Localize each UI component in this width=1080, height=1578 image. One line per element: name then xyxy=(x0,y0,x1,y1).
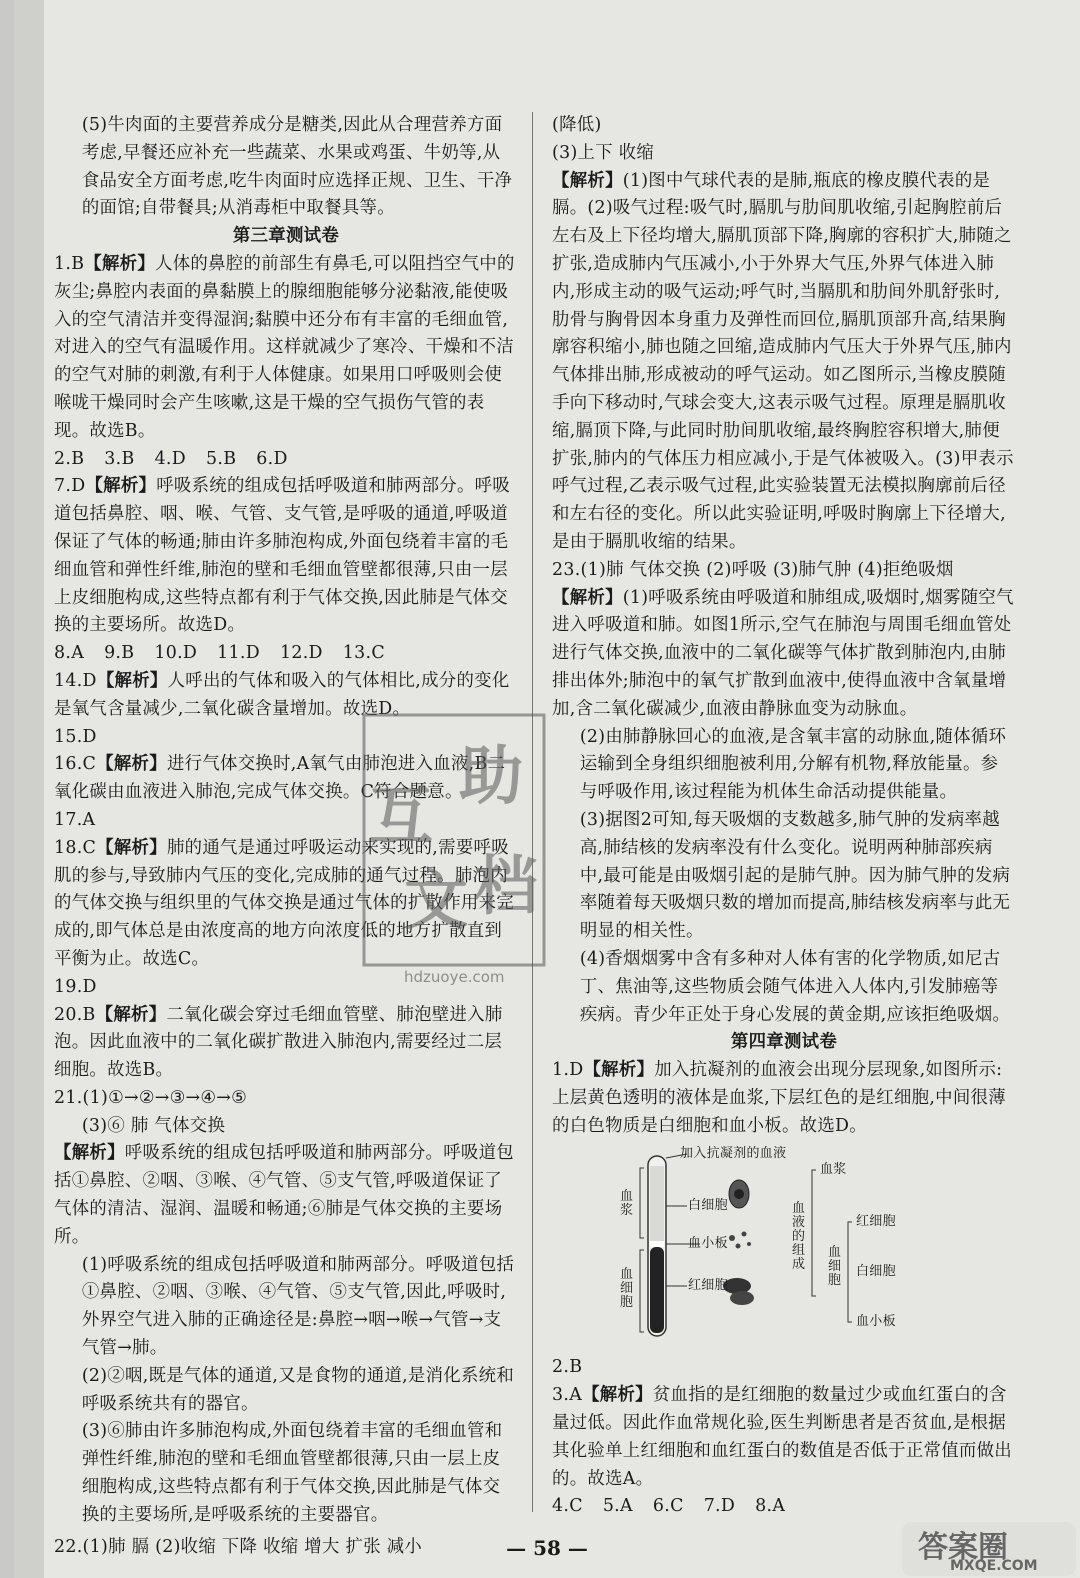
answer-number: 3.A xyxy=(552,1385,583,1406)
white-cell-label: 白细胞 xyxy=(688,1198,728,1214)
analysis-tag: 【解析】 xyxy=(552,587,623,608)
stamp-url: MXQE.COM xyxy=(950,1558,1038,1574)
answer-ch4-q1 xyxy=(552,1057,1016,1140)
analysis-tag: 【解析】 xyxy=(96,754,167,775)
answer-number: 18.C xyxy=(54,837,97,858)
answer-q23: 23.(1)肺 气体交换 (2)呼吸 (3)肺气肿 (4)拒绝吸烟 xyxy=(552,559,954,580)
answer-q23-part2: (2)由肺静脉回心的血液,是含氧丰富的动脉血,随体循环运输到全身组织细胞被利用,分解有机物,释放能量。参与呼吸作用,该过程能为机体生命活动提供能量。 xyxy=(579,726,1007,803)
answers-4-8 xyxy=(552,1493,1016,1521)
composition-label: 血液的组成 xyxy=(792,1201,806,1273)
page-spine-shadow xyxy=(14,0,44,1578)
analysis-text: (1)呼吸系统由呼吸道和肺组成,吸烟时,烟雾随空气进入呼吸道和肺。如图1所示,空气在肺泡与周围毛细血管处进行气体交换,血液中的二氧化碳等气体扩散到肺泡内,由肺排出体外;肺泡中的氧气扩散到血液中,使得血液中含氧量增加,含二氧化碳减少,血液由静脉血变为动脉血。 xyxy=(552,587,1014,719)
answer-ch4-q3 xyxy=(552,1382,1016,1493)
analysis-tag: 【解析】 xyxy=(85,476,157,497)
page-number: — 58 — xyxy=(506,1536,588,1560)
answer-q21-head: 21.(1)①→②→③→④→⑤ xyxy=(54,1087,248,1108)
answer-item: 3.B xyxy=(104,448,135,469)
answer-q7 xyxy=(54,473,518,640)
watermark-char: 档 xyxy=(474,850,538,924)
answer-q17: 17.A xyxy=(54,809,96,830)
analysis-text: 二氧化碳会穿过毛细血管壁、肺泡壁进入肺泡。因此血液中的二氧化碳扩散进入肺泡内,需要经过二层细胞。故选B。 xyxy=(54,1004,503,1081)
answer-q23-part4: (4)香烟烟雾中含有多种对人体有害的化学物质,如尼古丁、焦油等,这些物质会随气体进入人体内,引发肺癌等疾病。青少年正处于身心发展的黄金期,应该拒绝吸烟。 xyxy=(579,948,1011,1025)
stamp-text: 答案圈 xyxy=(918,1530,1008,1565)
watermark-char: 助 xyxy=(459,740,523,814)
answer-item: 7.D xyxy=(703,1496,736,1517)
answer-q21-sub: (3)⑥ 肺 气体交换 xyxy=(81,1115,226,1136)
answers-2-6 xyxy=(54,446,518,474)
paragraph-q5: (5)牛肉面的主要营养成分是糖类,因此从合理营养方面考虑,早餐还应补充一些蔬菜、水果或鸡蛋、牛奶等,从食品安全方面考虑,吃牛肉面时应选择正规、卫生、干净的面馆;自带餐具;从消毒柜中取餐具等。 xyxy=(81,115,513,219)
answer-item: 11.D xyxy=(217,643,260,664)
answer-q1 xyxy=(54,251,518,446)
cells-side-label: 血细胞 xyxy=(620,1267,634,1311)
answer-item: 8.A xyxy=(755,1496,786,1517)
right-column xyxy=(552,112,1016,1521)
analysis-tag: 【解析】 xyxy=(583,1060,655,1081)
plasma-layer xyxy=(650,1166,664,1241)
red-cell-layer xyxy=(650,1247,664,1333)
analysis-text: 呼吸系统的组成包括呼吸道和肺两部分。呼吸道包括鼻腔、咽、喉、气管、支气管,是呼吸的通道,呼吸道保证了气体的畅通;肺由许多肺泡构成,外面包绕着丰富的毛细血管和弹性纤维,肺泡的壁和毛细血管壁都很薄,只由一层上皮细胞构成,这些特点都有利于气体交换,因此肺是气体交换的主要场所。故选D。 xyxy=(54,476,511,636)
analysis-text: 加入抗凝剂的血液会出现分层现象,如图所示:上层黄色透明的液体是血浆,下层红色的是红细胞,中间很薄的白色物质是白细胞和血小板。故选D。 xyxy=(552,1060,1006,1136)
answer-item: 4.C xyxy=(552,1496,583,1517)
analysis-tag: 【解析】 xyxy=(96,670,168,691)
tree-cells-label: 血细胞 xyxy=(828,1245,842,1289)
analysis-tag: 【解析】 xyxy=(552,170,623,191)
analysis-tag: 【解析】 xyxy=(96,837,167,858)
answer-q22-part3: (3)上下 收缩 xyxy=(552,142,655,163)
answer-item: 8.A xyxy=(54,643,85,664)
answer-item: 6.C xyxy=(652,1496,684,1517)
answer-q15: 15.D xyxy=(54,726,97,747)
answer-q23-part3: (3)据图2可知,每天吸烟的支数越多,肺气肿的发病率越高,肺结核的发病率没有什么变化。说明两种肺部疾病中,最可能是由吸烟引起的是肺气肿。因为肺气肿的发病率随着每天吸烟只数的增加而提高,肺结核发病率与此无明显的相关性。 xyxy=(579,809,1011,942)
answer-item: 10.D xyxy=(154,643,198,664)
analysis-text: 人体的鼻腔的前部生有鼻毛,可以阻挡空气中的灰尘;鼻腔内表面的鼻黏膜上的腺细胞能够分泌黏液,能使吸入的空气清洁并变得湿润;黏膜中还分布有丰富的毛细血管,对进入的空气有温暖作用。这样就减少了寒冷、干燥和不洁的空气对肺的刺激,有利于人体健康。如果用口呼吸则会使喉咙干燥同时会产生咳嗽,这是干燥的空气损伤气管的表现。故选B。 xyxy=(54,253,515,441)
analysis-tag: 【解析】 xyxy=(54,1143,125,1164)
watermark-logo xyxy=(359,710,549,1020)
answer-q22-cont: (降低) xyxy=(552,115,602,135)
answer-q21-part3: (3)⑥肺由许多肺泡构成,外面包绕着丰富的毛细血管和弹性纤维,肺泡的壁和毛细血管壁都很薄,只由一层上皮细胞构成,这些特点都有利于气体交换,因此肺是气体交换的主要场所,是呼吸系统的主要器官。 xyxy=(81,1421,503,1525)
analysis-text: 肺的通气是通过呼吸运动来实现的,需要呼吸肌的参与,导致肺内气压的变化,完成肺的通气过程。肺泡内的气体交换与组织里的气体交换是通过气体的扩散作用来完成的,即气体总是由浓度高的地方向浓度低的地方扩散直到平衡为止。故选C。 xyxy=(54,837,514,969)
answer-q22-analysis xyxy=(552,168,1016,557)
answer-item: 4.D xyxy=(154,448,186,469)
analysis-text: 进行气体交换时,A氧气由肺泡进入血液,B二氧化碳由血液进入肺泡,完成气体交换。C符合题意。 xyxy=(54,754,506,803)
watermark-char: 互 xyxy=(369,780,433,854)
answer-item: 13.C xyxy=(342,643,385,664)
answers-8-13 xyxy=(54,640,518,668)
plasma-side-label: 血浆 xyxy=(620,1189,634,1219)
answer-item: 9.B xyxy=(104,643,135,664)
analysis-tag: 【解析】 xyxy=(84,253,156,274)
book-page xyxy=(14,0,1080,1578)
tree-wbc-label: 白细胞 xyxy=(856,1264,896,1280)
answer-q21-analysis xyxy=(54,1140,518,1251)
answer-item: 2.B xyxy=(54,448,85,469)
answer-item: 5.B xyxy=(206,448,237,469)
answer-q21-part2: (2)②咽,既是气体的通道,又是食物的通道,是消化系统和呼吸系统共有的器官。 xyxy=(81,1365,515,1414)
tube-label: 加入抗凝剂的血液 xyxy=(680,1146,787,1162)
red-cell-label: 红细胞 xyxy=(688,1278,728,1294)
analysis-text: 呼吸系统的组成包括呼吸道和肺两部分。呼吸道包括①鼻腔、②咽、③喉、④气管、⑤支气管,呼吸道保证了气体的清洁、湿润、温暖和畅通;⑥肺是气体交换的主要场所。 xyxy=(54,1143,514,1247)
blood-diagram xyxy=(552,1146,1016,1352)
buffy-coat-layer xyxy=(650,1241,664,1247)
platelet-label: 血小板 xyxy=(688,1236,728,1252)
chapter4-heading: 第四章测试卷 xyxy=(730,1032,838,1053)
answer-q19: 19.D xyxy=(54,976,97,997)
answer-number: 20.B xyxy=(54,1004,96,1025)
analysis-text: 人呼出的气体和吸入的气体相比,成分的变化是氧气含量减少,二氧化碳含量增加。故选D。 xyxy=(54,670,510,719)
watermark-url: hdzuoye.com xyxy=(404,968,505,986)
chapter3-heading: 第三章测试卷 xyxy=(232,226,340,247)
watermark-char: 文 xyxy=(404,865,468,939)
answer-q23-analysis xyxy=(552,585,1016,724)
answer-item: 5.A xyxy=(602,1496,633,1517)
tree-rbc-label: 红细胞 xyxy=(856,1214,896,1230)
blood-composition-figure xyxy=(552,1146,1016,1352)
analysis-tag: 【解析】 xyxy=(95,1004,167,1025)
answer-number: 1.B xyxy=(54,253,85,274)
answer-item: 6.D xyxy=(256,448,288,469)
answer-item: 12.D xyxy=(279,643,323,664)
corner-stamp-logo xyxy=(900,1520,1078,1578)
analysis-text: 贫血指的是红细胞的数量过少或血红蛋白的含量过低。因此作血常规化验,医生判断患者是否贫血,是根据其化验单上红细胞和血红蛋白的数值是否低于正常值而做出的。故选A。 xyxy=(552,1385,1012,1489)
tree-platelet-label: 血小板 xyxy=(856,1314,896,1330)
platelet-dot xyxy=(729,1235,735,1241)
answer-q21-part1: (1)呼吸系统的组成包括呼吸道和肺两部分。呼吸道包括①鼻腔、②咽、③喉、④气管、⑤支气管,因此,呼吸时,外界空气进入肺的正确途径是:鼻腔→咽→喉→气管→支气管→肺。 xyxy=(81,1254,515,1359)
answer-number: 16.C xyxy=(54,754,97,775)
answer-number: 7.D xyxy=(54,476,86,497)
analysis-tag: 【解析】 xyxy=(582,1385,653,1406)
tree-plasma-label: 血浆 xyxy=(820,1162,847,1178)
answer-ch4-q2: 2.B xyxy=(552,1357,583,1378)
answer-number: 14.D xyxy=(54,670,97,691)
answer-q22: 22.(1)肺 膈 (2)收缩 下降 收缩 增大 扩张 减小 xyxy=(54,1536,423,1557)
analysis-text: (1)图中气球代表的是肺,瓶底的橡皮膜代表的是膈。(2)吸气过程:吸气时,膈肌与肋间肌收缩,引起胸腔前后左右及上下径均增大,膈肌顶部下降,胸廓的容积扩大,肺随之扩张,造成肺内气压减小,小于外界大气压,外界气体进入肺内,形成主动的吸气运动;呼气时,当膈肌和肋间外肌舒张时,肋骨与胸骨因本身重力及弹性而回位,膈肌顶部升高,结果胸廓容积缩小,肺也随之回缩,造成肺内气压大于外界气压,肺内气体排出肺,形成被动的呼气运动。如乙图所示,当橡皮膜随手向下移动时,气球会变大,这表示吸气过程。原理是膈肌收缩,膈顶下降,与此同时肋间肌收缩,最终胸腔容积增大,肺便扩张,肺内的气体压力相应减小,于是气体被吸入。(3)甲表示呼气过程,乙表示吸气过程,此实验装置无法模拟胸廓前后径和左右径的变化。所以此实验证明,呼吸时胸廓上下径增大,是由于膈肌收缩的结果。 xyxy=(552,170,1014,552)
answer-number: 1.D xyxy=(552,1060,584,1081)
